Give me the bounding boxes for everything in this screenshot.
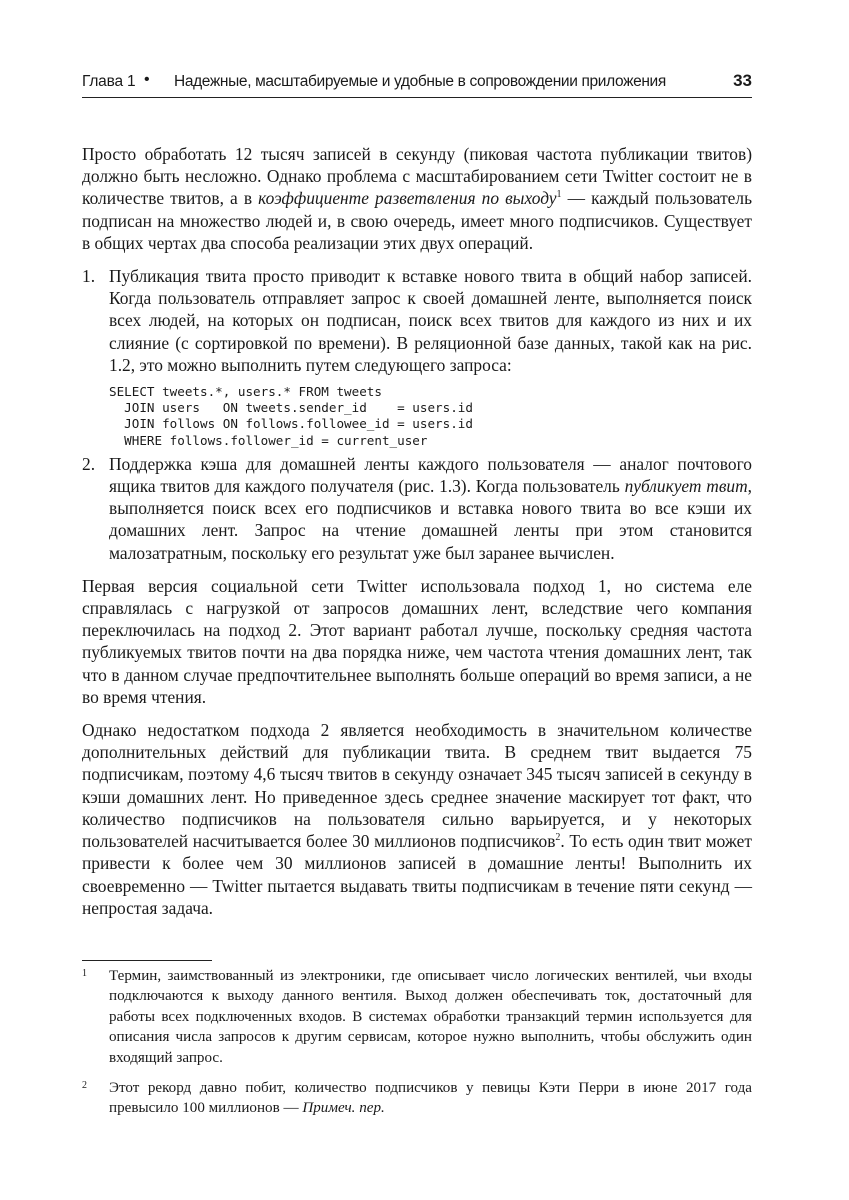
code-line: JOIN follows ON follows.followee_id = users.id <box>109 416 473 432</box>
approach-list <box>82 265 752 564</box>
footnote-1 <box>82 966 752 1068</box>
footnote-text: Термин, заимствованный из электроники, где описывает число логических вентилей, чьи входы подключаются к выходу данного вентиля. Выход должен обеспечивать ток, достаточный для работы всех подключенных входов. В системах обработки транзакций термин используется для описания числа запросов к другим сервисам, которое нужно выполнить, чтобы обслужить один входящий запрос. <box>109 968 752 1066</box>
footnote-divider <box>82 960 212 961</box>
item2-italic: публикует твит <box>624 476 748 497</box>
list-item-number: 1. <box>82 266 96 287</box>
paragraph-drawback <box>82 719 752 919</box>
item2-text-1: Поддержка кэша для домашней ленты каждого пользователя — аналог почтового ящика твитов для каждого получателя (рис. 1.3). Когда пользователь <box>109 453 752 497</box>
code-line: SELECT tweets.*, users.* FROM tweets <box>109 384 382 400</box>
footnote-ref-2: 2 <box>555 832 561 844</box>
page-header <box>82 71 752 98</box>
code-line: JOIN users ON tweets.sender_id = users.id <box>109 400 473 416</box>
code-line: WHERE follows.follower_id = current_user <box>109 432 428 448</box>
footnote-2 <box>82 1078 752 1119</box>
footnote-number: 1 <box>82 968 87 979</box>
page-number: 33 <box>733 71 752 90</box>
intro-text-1: Просто обработать 12 тысяч записей в секунду (пиковая частота публикации твитов) должно быть несложно. Однако проблема с масштабированием сети Twitter состоит не в количестве твитов, а в <box>82 144 752 209</box>
footnote-text: Этот рекорд давно побит, количество подписчиков у певицы Кэти Перри в июне 2017 года превысило 100 миллионов — <box>109 1080 752 1117</box>
sql-code-block <box>109 384 752 449</box>
list-item-text <box>109 453 752 564</box>
paragraph-first-version: Первая версия социальной сети Twitter использовала подход 1, но система еле справлялась с нагрузкой от запросов домашних лент, вследствие чего компания переключилась на подход 2. Этот вариант работал лучше, поскольку средняя частота публикуемых твитов почти на два порядка ниже, чем частота чтения домашних лент, так что в данном случае предпочтительнее выполнять больше операций во время записи, а не во время чтения. <box>82 575 752 707</box>
list-item-number: 2. <box>82 453 96 474</box>
intro-text-2: — каждый пользователь подписан на множество людей и, в свою очередь, имеет много подписчиков. Существует в общих чертах два способа реализации этих двух операций. <box>82 188 752 253</box>
list-item <box>82 453 752 564</box>
header-bullet: • <box>144 71 150 88</box>
chapter-title: Надежные, масштабируемые и удобные в сопровождении приложения <box>174 73 666 90</box>
drawback-text-2: . То есть один твит может привести к более чем 30 миллионов записей в домашние ленты! Выполнить их своевременно — Twitter пытается выдавать твиты подписчикам в течение пяти секунд — непростая задача. <box>82 831 752 918</box>
footnote-ref-1: 1 <box>556 189 562 201</box>
intro-term-italic: коэффициенте разветвления по выходу <box>258 188 557 209</box>
translator-note: Примеч. пер. <box>302 1100 385 1117</box>
drawback-text-1: Однако недостатком подхода 2 является необходимость в значительном количестве дополнительных действий для публикации твита. В среднем твит выдается 75 подписчикам, поэтому 4,6 тысяч твитов в секунду означает 345 тысяч записей в секунду в кэши домашних лент. Но приведенное здесь среднее значение маскирует тот факт, что количество подписчиков на пользователя сильно варьируется, и у некоторых пользователей насчитывается более 30 миллионов подписчиков <box>82 720 752 852</box>
item2-text-2: , выполняется поиск всех его подписчиков и вставка нового твита во все кэши их домашних лент. Запрос на чтение домашней ленты при этом становится малозатратным, поскольку его результат уже был заранее вычислен. <box>109 476 752 563</box>
footnote-number: 2 <box>82 1080 87 1092</box>
footnotes <box>82 966 752 1119</box>
page-body <box>82 143 752 919</box>
list-item-text: Публикация твита просто приводит к вставке нового твита в общий набор записей. Когда пользователь отправляет запрос к своей домашней ленте, выполняется поиск всех людей, на которых он подписан, поиск всех твитов для каждого из них и их слияние (с сортировкой по времени). В реляционной базе данных, такой как на рис. 1.2, это можно выполнить путем следующего запроса: <box>109 266 752 375</box>
list-item <box>82 265 752 449</box>
chapter-label: Глава 1 <box>82 73 136 90</box>
intro-paragraph <box>82 143 752 254</box>
